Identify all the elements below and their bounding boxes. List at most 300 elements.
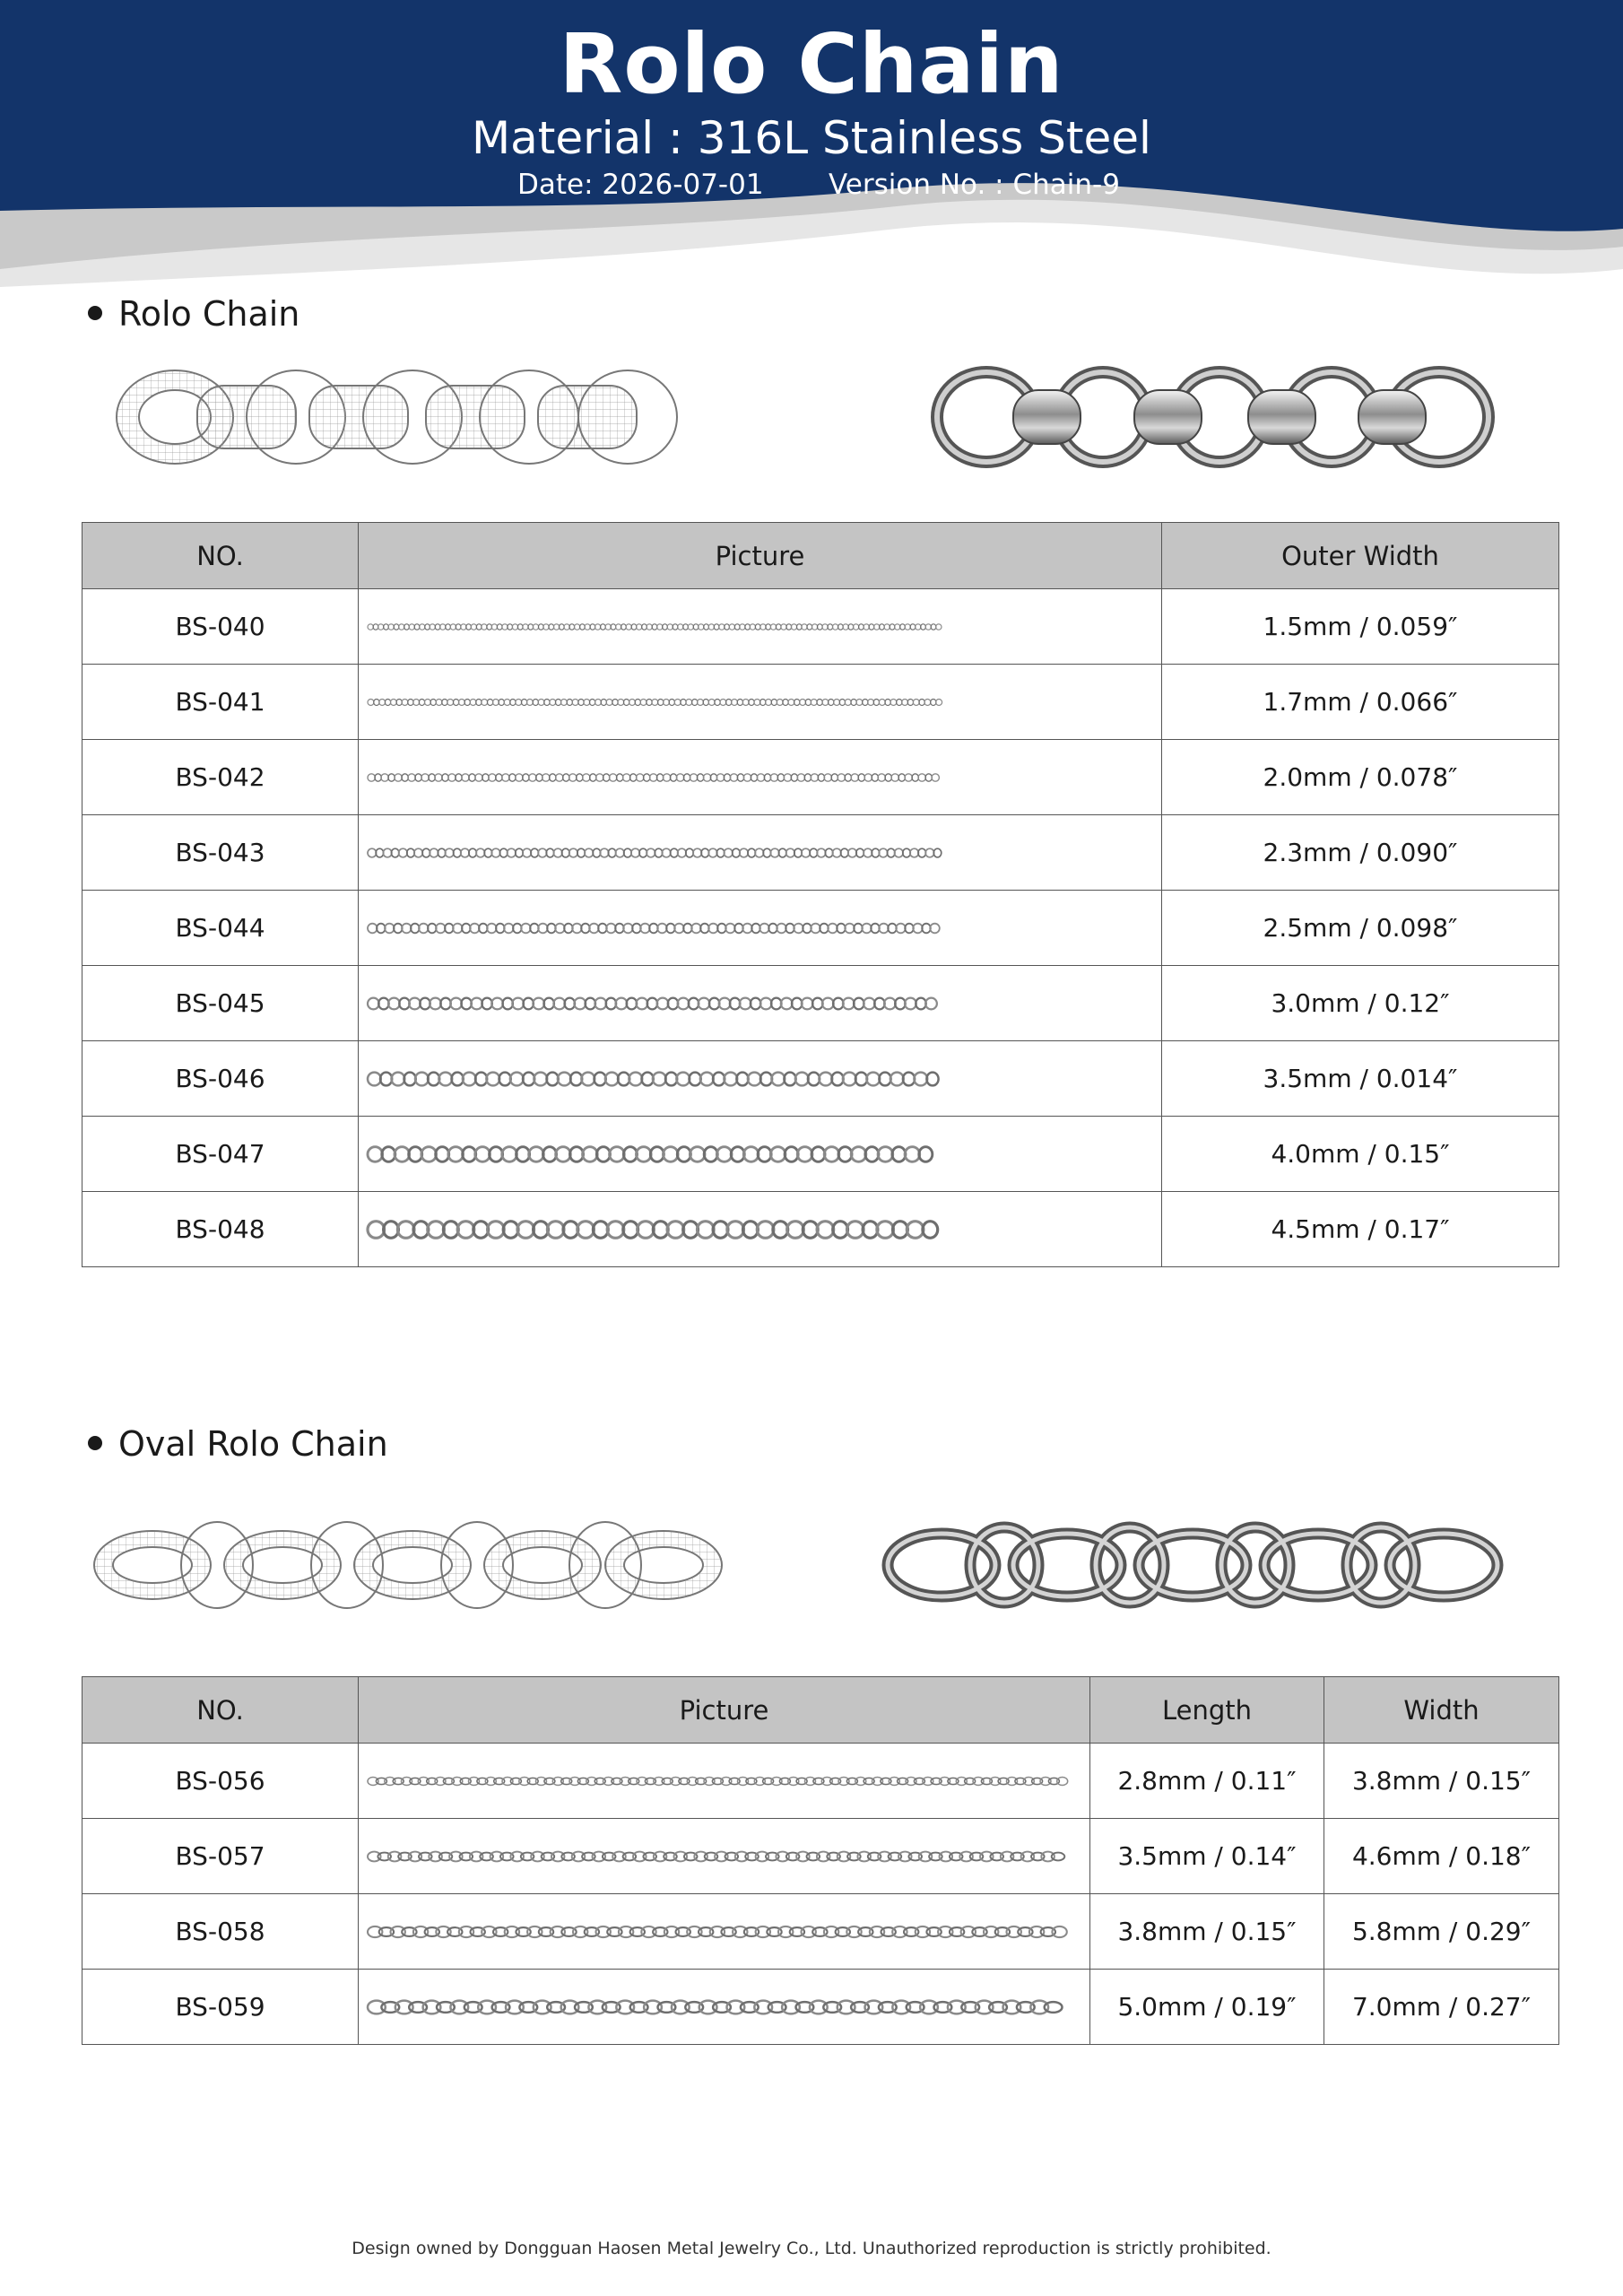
chain-link bbox=[569, 773, 577, 780]
outer-width-value: 4.0mm / 0.15″ bbox=[1162, 1117, 1559, 1192]
chain-link bbox=[463, 1072, 476, 1085]
chain-link bbox=[733, 1926, 747, 1936]
chain-link bbox=[724, 848, 733, 857]
chain-link bbox=[919, 1851, 933, 1861]
chain-link bbox=[623, 773, 630, 780]
chain-link bbox=[724, 1072, 737, 1085]
chain-link bbox=[879, 923, 889, 933]
chain-link bbox=[459, 1926, 473, 1936]
chain-link bbox=[517, 1221, 534, 1238]
chain-link bbox=[577, 1221, 595, 1238]
chain-link bbox=[423, 2000, 441, 2013]
chain-link bbox=[872, 1777, 883, 1785]
chain-link bbox=[519, 1777, 530, 1785]
chain-link bbox=[619, 1926, 633, 1936]
chain-link bbox=[482, 699, 488, 705]
chain-link bbox=[368, 848, 377, 857]
table-row bbox=[82, 1041, 1559, 1117]
item-number: BS-044 bbox=[82, 891, 359, 966]
chain-link bbox=[697, 773, 703, 780]
chain-link bbox=[980, 1851, 994, 1861]
outer-width-value: 3.0mm / 0.12″ bbox=[1162, 966, 1559, 1041]
chain-link bbox=[811, 923, 820, 933]
chain-link bbox=[581, 1072, 595, 1085]
chain-link bbox=[754, 1777, 765, 1785]
chain-link bbox=[920, 2000, 938, 2013]
table-row bbox=[82, 815, 1559, 891]
chain-link bbox=[461, 848, 470, 857]
chain-link bbox=[918, 773, 925, 780]
chain-link bbox=[751, 773, 757, 780]
chain-link bbox=[905, 1146, 920, 1161]
chain-link bbox=[529, 1146, 544, 1161]
chain-link bbox=[784, 773, 791, 780]
chain-link bbox=[678, 848, 687, 857]
chain-link bbox=[486, 1072, 499, 1085]
col-header-no: NO. bbox=[82, 523, 359, 589]
chain-link bbox=[770, 848, 779, 857]
chain-link bbox=[984, 1926, 998, 1936]
chain-link bbox=[838, 2000, 855, 2013]
chain-link bbox=[487, 923, 497, 933]
chain-link bbox=[538, 699, 544, 705]
chain-link bbox=[1021, 1851, 1035, 1861]
chain-link bbox=[586, 1777, 597, 1785]
outer-width-value: 2.3mm / 0.090″ bbox=[1162, 815, 1559, 891]
chain-link bbox=[516, 773, 523, 780]
chain-link bbox=[618, 699, 624, 705]
chain-link bbox=[512, 997, 524, 1009]
chain-link bbox=[572, 1851, 586, 1861]
chain-link bbox=[771, 1777, 782, 1785]
rolo-chain-photo-illustration bbox=[924, 359, 1497, 475]
chain-link bbox=[593, 1851, 606, 1861]
chain-link bbox=[1040, 1777, 1051, 1785]
chain-link bbox=[450, 997, 462, 1009]
chain-link bbox=[864, 773, 872, 780]
chain-link bbox=[727, 1221, 744, 1238]
chain-link bbox=[797, 1146, 812, 1161]
item-number: BS-058 bbox=[82, 1894, 359, 1970]
page-title: Rolo Chain bbox=[559, 16, 1064, 112]
chain-link bbox=[616, 997, 628, 1009]
chain-link bbox=[388, 773, 395, 780]
chain-link bbox=[616, 848, 625, 857]
length-value: 2.8mm / 0.11″ bbox=[1090, 1744, 1324, 1819]
chain-link bbox=[862, 923, 872, 933]
chain-link bbox=[447, 699, 454, 705]
chain-link bbox=[596, 1926, 611, 1936]
chain-picture-cell bbox=[359, 665, 1162, 740]
chain-link bbox=[475, 773, 482, 780]
chain-link bbox=[672, 2000, 690, 2013]
chain-link bbox=[637, 997, 648, 1009]
chain-link bbox=[560, 699, 567, 705]
chain-link bbox=[913, 923, 923, 933]
chain-link bbox=[778, 1926, 793, 1936]
chain-link bbox=[905, 773, 912, 780]
chain-link bbox=[390, 699, 396, 705]
chain-link bbox=[630, 773, 637, 780]
chain-link bbox=[906, 1777, 916, 1785]
chain-link bbox=[409, 997, 421, 1009]
chain-link bbox=[822, 997, 834, 1009]
chain-link bbox=[629, 699, 636, 705]
chain-link bbox=[740, 848, 749, 857]
chain-link bbox=[791, 773, 797, 780]
chain-link bbox=[585, 848, 594, 857]
chain-link bbox=[383, 848, 392, 857]
chain-link bbox=[502, 1777, 513, 1785]
chain-link bbox=[838, 773, 845, 780]
chain-link bbox=[637, 773, 644, 780]
chain-link bbox=[885, 773, 891, 780]
rolo-chain-table bbox=[82, 522, 1559, 1267]
chain-link bbox=[898, 1851, 912, 1861]
chain-link bbox=[866, 1072, 880, 1085]
chain-link bbox=[368, 699, 374, 705]
chain-link bbox=[756, 1926, 770, 1936]
chain-link bbox=[470, 1851, 483, 1861]
chain-link bbox=[936, 699, 942, 705]
chain-link bbox=[462, 773, 469, 780]
chain-link bbox=[811, 773, 818, 780]
chain-link bbox=[694, 1851, 707, 1861]
chain-sample-image bbox=[362, 1207, 954, 1252]
chain-link bbox=[475, 1146, 490, 1161]
chain-link bbox=[395, 1146, 410, 1161]
chain-link bbox=[605, 1072, 619, 1085]
section-heading-text: Rolo Chain bbox=[118, 294, 300, 334]
chain-link bbox=[990, 1777, 1001, 1785]
chain-link bbox=[905, 997, 916, 1009]
chain-link bbox=[577, 773, 583, 780]
col-header-length: Length bbox=[1090, 1677, 1324, 1744]
chain-link bbox=[824, 1146, 839, 1161]
chain-link bbox=[810, 2000, 828, 2013]
chain-link bbox=[845, 699, 851, 705]
chain-link bbox=[402, 699, 408, 705]
outer-width-value: 1.5mm / 0.059″ bbox=[1162, 589, 1559, 665]
chain-link bbox=[490, 1851, 504, 1861]
copyright-footer: Design owned by Dongguan Haosen Metal Jewelry Co., Ltd. Unauthorized reproduction is strictly prohibited. bbox=[352, 2239, 1271, 2258]
chain-link bbox=[458, 699, 464, 705]
chain-link bbox=[574, 997, 586, 1009]
chain-link bbox=[687, 1777, 698, 1785]
chain-link bbox=[891, 773, 898, 780]
chain-link bbox=[832, 848, 841, 857]
chain-link bbox=[693, 848, 702, 857]
chain-link bbox=[902, 699, 908, 705]
chain-link bbox=[640, 699, 647, 705]
chain-picture-cell bbox=[359, 1117, 1162, 1192]
chain-link bbox=[631, 848, 640, 857]
chain-link bbox=[755, 848, 764, 857]
chain-link bbox=[907, 1221, 924, 1238]
chain-link bbox=[588, 2000, 606, 2013]
chain-link bbox=[521, 923, 531, 933]
chain-link bbox=[923, 1777, 933, 1785]
chain-picture-cell bbox=[359, 966, 1162, 1041]
chain-link bbox=[821, 1777, 832, 1785]
chain-link bbox=[408, 773, 415, 780]
table-row bbox=[82, 665, 1559, 740]
chain-link bbox=[555, 923, 565, 933]
chain-link bbox=[638, 1221, 655, 1238]
chain-link bbox=[727, 2000, 745, 2013]
chain-link bbox=[368, 1221, 385, 1238]
chain-link bbox=[563, 773, 569, 780]
chain-link bbox=[704, 1777, 715, 1785]
chain-link bbox=[932, 773, 939, 780]
chain-link bbox=[930, 923, 940, 933]
chain-link bbox=[817, 1221, 834, 1238]
chain-link bbox=[1030, 2000, 1048, 2013]
chain-link bbox=[506, 2000, 524, 2013]
chain-link bbox=[402, 923, 412, 933]
chain-link bbox=[671, 1777, 681, 1785]
chain-link bbox=[832, 623, 838, 629]
chain-link bbox=[819, 1072, 832, 1085]
chain-link bbox=[782, 2000, 800, 2013]
chain-link bbox=[505, 1926, 519, 1936]
width-value: 4.6mm / 0.18″ bbox=[1324, 1819, 1559, 1894]
table-header-row bbox=[82, 1677, 1559, 1744]
chain-link bbox=[725, 923, 735, 933]
chain-link bbox=[415, 1072, 429, 1085]
chain-link bbox=[760, 997, 772, 1009]
chain-link bbox=[664, 1926, 679, 1936]
chain-link bbox=[573, 1926, 587, 1936]
chain-link bbox=[794, 923, 803, 933]
chain-link bbox=[748, 1072, 761, 1085]
chain-link bbox=[690, 1146, 705, 1161]
chain-link bbox=[699, 2000, 717, 2013]
chain-link bbox=[770, 1146, 785, 1161]
chain-link bbox=[976, 2000, 994, 2013]
chain-sample-image bbox=[362, 1759, 1080, 1804]
chain-link bbox=[456, 773, 462, 780]
chain-link bbox=[388, 1851, 402, 1861]
chain-sample-image bbox=[362, 680, 954, 725]
chain-sample-image bbox=[362, 604, 954, 649]
chain-link bbox=[802, 1926, 816, 1936]
chain-link bbox=[729, 623, 734, 629]
rolo-chain-wireframe-illustration bbox=[108, 359, 681, 475]
chain-link bbox=[786, 848, 795, 857]
chain-link bbox=[959, 1851, 973, 1861]
chain-link bbox=[878, 1851, 891, 1861]
chain-link bbox=[421, 773, 429, 780]
chain-link bbox=[478, 2000, 496, 2013]
chain-link bbox=[569, 1777, 580, 1785]
chain-link bbox=[418, 1777, 429, 1785]
chain-link bbox=[956, 1777, 967, 1785]
outer-width-value: 3.5mm / 0.014″ bbox=[1162, 1041, 1559, 1117]
chain-picture-cell bbox=[359, 1819, 1090, 1894]
chain-link bbox=[719, 997, 731, 1009]
col-header-outer-width: Outer Width bbox=[1162, 523, 1559, 589]
chain-link bbox=[817, 1851, 830, 1861]
chain-picture-cell bbox=[359, 891, 1162, 966]
chain-link bbox=[777, 773, 784, 780]
outer-width-value: 2.0mm / 0.078″ bbox=[1162, 740, 1559, 815]
chain-link bbox=[442, 773, 448, 780]
chain-link bbox=[419, 923, 429, 933]
chain-link bbox=[730, 773, 737, 780]
length-value: 5.0mm / 0.19″ bbox=[1090, 1970, 1324, 2045]
chain-link bbox=[551, 1926, 565, 1936]
chain-link bbox=[924, 699, 931, 705]
chain-link bbox=[845, 773, 851, 780]
chain-link bbox=[491, 848, 500, 857]
chain-link bbox=[523, 848, 532, 857]
chain-link bbox=[448, 773, 456, 780]
chain-link bbox=[509, 773, 516, 780]
chain-link bbox=[626, 623, 631, 629]
chain-link bbox=[940, 1851, 953, 1861]
chain-link bbox=[800, 699, 806, 705]
item-number: BS-040 bbox=[82, 589, 359, 665]
chain-link bbox=[735, 1851, 749, 1861]
chain-link bbox=[438, 1072, 452, 1085]
chain-link bbox=[491, 997, 503, 1009]
chain-link bbox=[757, 773, 764, 780]
chain-link bbox=[865, 2000, 883, 2013]
chain-link bbox=[436, 699, 442, 705]
outer-width-value: 1.7mm / 0.066″ bbox=[1162, 665, 1559, 740]
chain-link bbox=[890, 1072, 904, 1085]
chain-link bbox=[533, 997, 544, 1009]
chain-link bbox=[595, 997, 606, 1009]
chain-sample-image bbox=[362, 1057, 954, 1101]
chain-link bbox=[435, 773, 442, 780]
chain-link bbox=[574, 623, 579, 629]
chain-link bbox=[676, 773, 683, 780]
table-row bbox=[82, 1894, 1559, 1970]
chain-link bbox=[650, 773, 657, 780]
bullet-icon bbox=[88, 1436, 102, 1450]
item-number: BS-046 bbox=[82, 1041, 359, 1117]
chain-link bbox=[1001, 1851, 1014, 1861]
chain-link bbox=[802, 997, 813, 1009]
chain-link bbox=[569, 848, 578, 857]
chain-link bbox=[698, 1221, 715, 1238]
chain-link bbox=[870, 1926, 884, 1936]
chain-link bbox=[572, 923, 582, 933]
item-number: BS-057 bbox=[82, 1819, 359, 1894]
chain-link bbox=[822, 699, 829, 705]
chain-link bbox=[453, 923, 463, 933]
chain-link bbox=[759, 923, 769, 933]
chain-link bbox=[510, 1851, 524, 1861]
chain-link bbox=[436, 923, 446, 933]
oval-rolo-photo-illustration bbox=[879, 1516, 1506, 1614]
chain-link bbox=[703, 773, 710, 780]
item-number: BS-045 bbox=[82, 966, 359, 1041]
chain-link bbox=[414, 848, 423, 857]
chain-link bbox=[534, 1072, 547, 1085]
chain-link bbox=[612, 1851, 626, 1861]
chain-link bbox=[470, 699, 476, 705]
item-number: BS-059 bbox=[82, 1970, 359, 2045]
chain-link bbox=[637, 1146, 652, 1161]
chain-link bbox=[742, 923, 752, 933]
chain-link bbox=[606, 699, 612, 705]
chain-link bbox=[925, 997, 937, 1009]
chain-link bbox=[817, 848, 826, 857]
item-number: BS-041 bbox=[82, 665, 359, 740]
chain-link bbox=[716, 1146, 732, 1161]
chain-link bbox=[1057, 1777, 1068, 1785]
oval-rolo-wireframe-illustration bbox=[90, 1516, 726, 1614]
chain-link bbox=[388, 997, 400, 1009]
chain-link bbox=[616, 2000, 634, 2013]
chain-link bbox=[652, 699, 658, 705]
chain-link bbox=[708, 923, 718, 933]
section-heading-rolo bbox=[88, 294, 299, 334]
chain-link bbox=[402, 773, 408, 780]
chain-link bbox=[1052, 1852, 1065, 1860]
chain-link bbox=[716, 773, 724, 780]
chain-link bbox=[913, 699, 919, 705]
chain-link bbox=[368, 1146, 383, 1161]
chain-link bbox=[470, 923, 480, 933]
chain-link bbox=[523, 773, 529, 780]
chain-link bbox=[606, 923, 616, 933]
chain-link bbox=[523, 623, 528, 629]
chain-link bbox=[851, 1146, 866, 1161]
chain-link bbox=[368, 2000, 386, 2013]
chain-link bbox=[738, 1777, 749, 1785]
chain-link bbox=[834, 699, 840, 705]
chain-picture-cell bbox=[359, 740, 1162, 815]
chain-link bbox=[399, 848, 408, 857]
chain-link bbox=[910, 848, 919, 857]
version-label: Version No. : Chain-9 bbox=[829, 169, 1120, 201]
chain-link bbox=[531, 1851, 544, 1861]
chain-link bbox=[415, 773, 421, 780]
chain-link bbox=[802, 848, 811, 857]
chain-link bbox=[686, 699, 692, 705]
chain-link bbox=[450, 2000, 468, 2013]
chain-link bbox=[831, 773, 838, 780]
chain-link bbox=[781, 623, 786, 629]
item-number: BS-048 bbox=[82, 1192, 359, 1267]
table-row bbox=[82, 740, 1559, 815]
chain-link bbox=[516, 699, 522, 705]
chain-link bbox=[898, 773, 905, 780]
chain-link bbox=[961, 1926, 976, 1936]
chain-link bbox=[776, 1851, 789, 1861]
chain-link bbox=[890, 699, 897, 705]
chain-link bbox=[916, 1926, 930, 1936]
chain-link bbox=[892, 1926, 907, 1936]
chain-link bbox=[553, 848, 562, 857]
chain-link bbox=[653, 1072, 666, 1085]
chain-link bbox=[925, 773, 932, 780]
chain-link bbox=[556, 773, 563, 780]
chain-link bbox=[589, 923, 599, 933]
chain-link bbox=[797, 773, 804, 780]
chain-link bbox=[824, 773, 831, 780]
chain-link bbox=[607, 1221, 624, 1238]
chain-link bbox=[448, 1146, 464, 1161]
chain-link bbox=[674, 699, 681, 705]
chain-link bbox=[757, 1221, 774, 1238]
oval-rolo-chain-table bbox=[82, 1676, 1559, 2045]
chain-picture-cell bbox=[359, 1041, 1162, 1117]
